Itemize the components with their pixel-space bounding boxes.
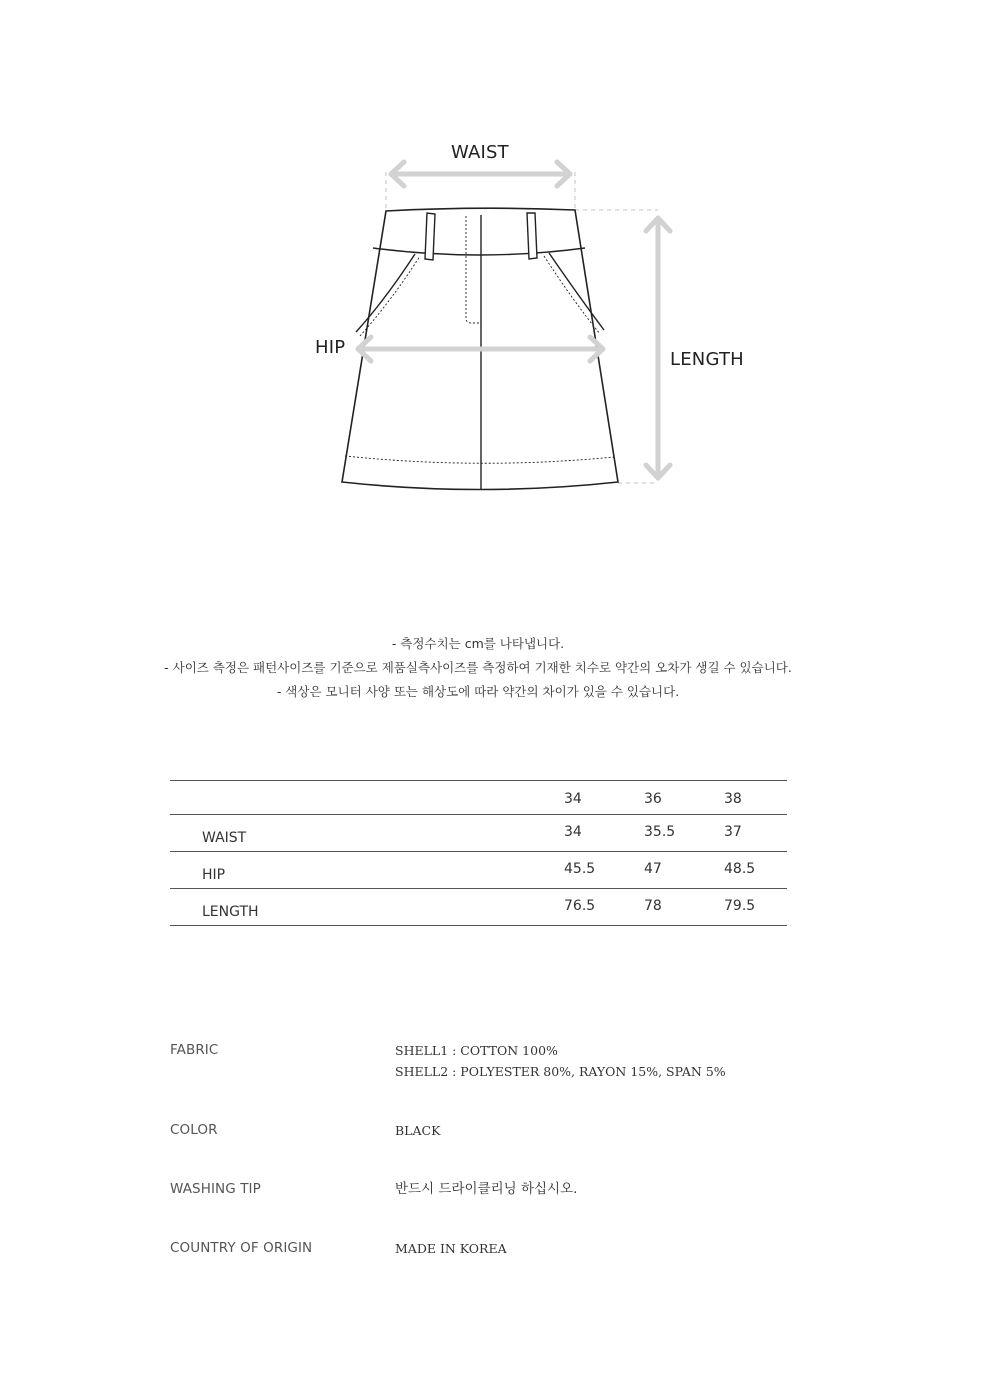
table-header-row — [170, 781, 787, 815]
note-line: - 측정수치는 cm를 나타냅니다. — [391, 636, 565, 651]
fabric-value — [395, 1040, 726, 1082]
size-header: 34 — [564, 791, 582, 807]
size-header: 36 — [644, 791, 662, 807]
note-line: - 색상은 모니터 사양 또는 해상도에 따라 약간의 차이가 있을 수 있습니다. — [276, 684, 680, 699]
washing-tip-value: 반드시 드라이클리닝 하십시오. — [395, 1181, 578, 1197]
table-cell: 34 — [564, 824, 582, 840]
table-cell: 37 — [724, 824, 742, 840]
belt-loop-left — [425, 213, 435, 260]
size-diagram — [0, 0, 1000, 560]
table-cell: 47 — [644, 861, 662, 877]
table-cell: 78 — [644, 898, 662, 914]
length-label: LENGTH — [670, 349, 744, 370]
measurement-notes — [0, 634, 956, 706]
color-label: COLOR — [170, 1122, 218, 1138]
table-cell: 48.5 — [724, 861, 756, 877]
table-cell: 35.5 — [644, 824, 676, 840]
row-label: WAIST — [202, 830, 247, 846]
note-line: - 사이즈 측정은 패턴사이즈를 기준으로 제품실측사이즈를 측정하여 기재한 치수로 약간의 오차가 생길 수 있습니다. — [164, 660, 792, 675]
hip-label: HIP — [315, 337, 346, 358]
row-label: HIP — [202, 867, 226, 883]
table-row — [170, 889, 787, 926]
fabric-label: FABRIC — [170, 1042, 219, 1058]
fabric-line: SHELL2 : POLYESTER 80%, RAYON 15%, SPAN 5% — [395, 1064, 726, 1079]
color-value: BLACK — [395, 1123, 441, 1138]
belt-loop-right — [527, 213, 537, 259]
table-row — [170, 815, 787, 852]
skirt-illustration — [0, 0, 1000, 560]
size-table — [170, 780, 787, 926]
size-header: 38 — [724, 791, 742, 807]
washing-tip-label: WASHING TIP — [170, 1181, 261, 1197]
country-of-origin-label: COUNTRY OF ORIGIN — [170, 1240, 313, 1256]
table-cell: 79.5 — [724, 898, 756, 914]
waist-label: WAIST — [451, 142, 509, 163]
table-row — [170, 852, 787, 889]
table-cell: 76.5 — [564, 898, 596, 914]
country-of-origin-value: MADE IN KOREA — [395, 1241, 507, 1256]
fabric-line: SHELL1 : COTTON 100% — [395, 1043, 558, 1058]
table-cell: 45.5 — [564, 861, 596, 877]
row-label: LENGTH — [202, 904, 259, 920]
